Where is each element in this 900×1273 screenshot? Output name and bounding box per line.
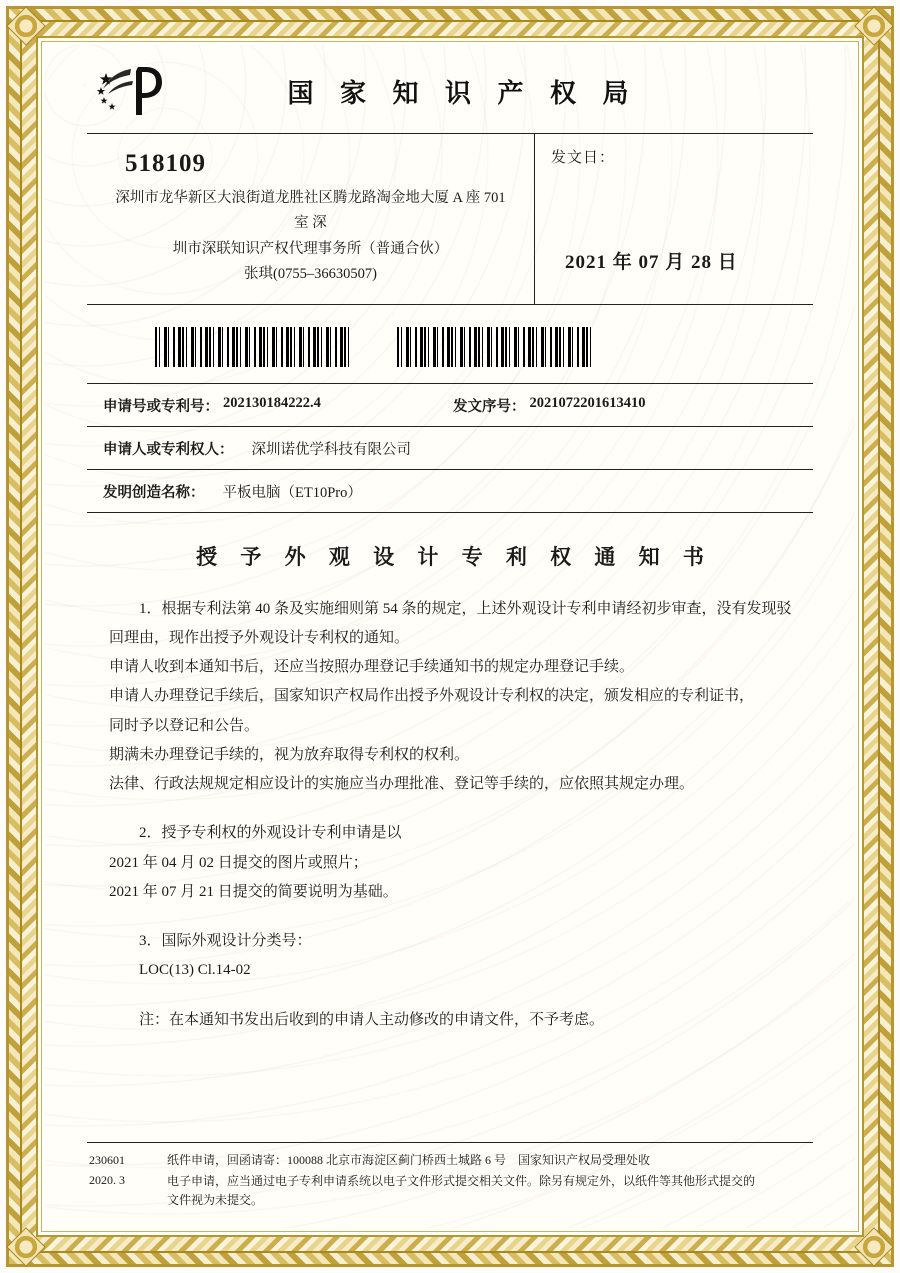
paragraph-1-line-3: 申请人收到本通知书后，还应当按照办理登记手续通知书的规定办理登记手续。 (109, 659, 635, 675)
paragraph-1-line-4: 申请人办理登记手续后，国家知识产权局作出授予外观设计专利权的决定，颁发相应的专利证书， (109, 688, 755, 705)
document-header (75, 45, 825, 129)
paragraph-1-line-5: 同时予以登记和公告。 (109, 717, 260, 734)
footer-form-code (87, 1151, 167, 1210)
dispatch-number-field (453, 395, 813, 416)
dispatch-number-label: 发文序号： (453, 398, 526, 415)
dispatch-date-label: 发文日： (551, 150, 616, 166)
paragraph-3-line-1: 3．国际外观设计分类号： (139, 933, 312, 949)
applicant-value: 深圳诺优学科技有限公司 (251, 441, 411, 458)
document-footer (87, 1142, 813, 1210)
invention-value: 平板电脑（ET10Pro） (222, 484, 362, 501)
application-number-label: 申请号或专利号： (103, 398, 219, 415)
footer-notice-line-1: 纸件申请，回函请寄：100088 北京市海淀区蓟门桥西土城路 6 号 国家知识产权局受理处收 (167, 1153, 651, 1168)
cnipa-emblem-icon (87, 63, 183, 119)
paragraph-2-line-2: 2021 年 04 月 02 日提交的图片或照片； (109, 854, 368, 871)
paragraph-1-line-6: 期满未办理登记手续的，视为放弃取得专利权的权利。 (109, 746, 470, 763)
barcode-row (87, 305, 813, 384)
addressee-lines (103, 186, 518, 288)
applicant-label: 申请人或专利权人： (103, 441, 234, 458)
organization-title: 国 家 知 识 产 权 局 (287, 78, 639, 108)
dispatch-date-value: 2021 年 07 月 28 日 (565, 251, 738, 273)
applicant-field (103, 438, 411, 459)
page-title: 授 予 外 观 设 计 专 利 权 通 知 书 (196, 544, 713, 569)
locarno-classification: LOC(13) Cl.14-02 (139, 962, 251, 979)
paragraph-1-line-7: 法律、行政法规规定相应设计的实施应当办理批准、登记等手续的，应依照其规定办理。 (109, 776, 695, 792)
paragraph-2-line-1: 2．授予专利权的外观设计专利申请是以 (139, 825, 402, 842)
dispatch-date-column (535, 134, 813, 304)
footer-notice-line-2: 电子申请，应当通过电子专利申请系统以电子文件形式提交相关文件。除另有规定外，以纸件等其他形式提交的 (167, 1173, 756, 1188)
applicant-row (87, 427, 813, 470)
application-number-field (103, 395, 453, 416)
body-note: 注：在本通知书发出后收到的申请人主动修改的申请文件，不予考虑。 (139, 1011, 605, 1028)
paragraph-2-line-3: 2021 年 07 月 21 日提交的简要说明为基础。 (109, 883, 398, 900)
addressee-line-1: 深圳市龙华新区大浪街道龙胜社区腾龙路淘金地大厦 A 座 701 室 深 (115, 190, 506, 232)
footer-code-line-2: 2020. 3 (89, 1172, 125, 1187)
invention-field (103, 481, 362, 502)
addressee-line-2: 圳市深联知识产权代理事务所（普通合伙） (172, 240, 449, 257)
addressee-column (87, 134, 535, 304)
footer-notice (167, 1151, 813, 1210)
barcode-icon (155, 327, 351, 367)
dispatch-number-value: 2021072201613410 (529, 394, 646, 411)
document-sheet (45, 45, 855, 1228)
footer-code-line-1: 230601 (89, 1153, 125, 1168)
document-body (75, 577, 825, 1035)
footer-notice-line-3: 文件视为未提交。 (167, 1192, 264, 1207)
application-dispatch-row (87, 384, 813, 427)
body-spacer (109, 799, 795, 819)
paragraph-1-line-2: 回理由，现作出授予外观设计专利权的通知。 (109, 629, 410, 646)
body-spacer (109, 907, 795, 927)
body-spacer (109, 986, 795, 1006)
address-date-block (87, 134, 813, 305)
document-number: 518109 (125, 150, 206, 177)
addressee-line-3: 张琪(0755–36630507) (244, 266, 377, 283)
barcode-icon (397, 327, 593, 367)
application-number-value: 202130184222.4 (223, 394, 321, 411)
invention-label: 发明创造名称： (103, 484, 205, 501)
paragraph-1-line-1: 1．根据专利法第 40 条及实施细则第 54 条的规定，上述外观设计专利申请经初步审查，没有发现驳 (139, 600, 792, 617)
invention-row (87, 470, 813, 513)
